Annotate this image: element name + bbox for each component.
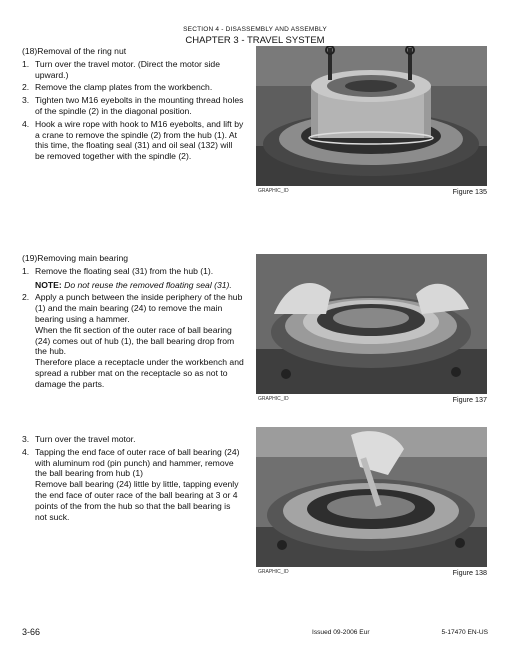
removal-ring-nut-block bbox=[22, 46, 244, 162]
procedure-step bbox=[22, 59, 244, 81]
graphic-id: GRAPHIC_ID bbox=[258, 396, 289, 402]
procedure-step bbox=[22, 447, 244, 479]
figure-number: Figure 137 bbox=[452, 395, 487, 404]
step-text: Remove the floating seal (31) from the hub (1). bbox=[35, 265, 214, 276]
spindle-removal-photo bbox=[256, 46, 487, 186]
chapter-header: CHAPTER 3 - TRAVEL SYSTEM bbox=[185, 35, 325, 46]
procedure-step bbox=[22, 292, 244, 324]
figure-caption bbox=[256, 394, 487, 404]
paragraph: Therefore place a receptacle under the workbench and spread a rubber mat on the receptacle so as not to damage the parts. bbox=[35, 357, 244, 389]
step-text: Turn over the travel motor. bbox=[35, 434, 136, 444]
step-number: 4. bbox=[22, 118, 30, 129]
step-text: Tapping the end face of outer race of ball bearing (24) with aluminum rod (pin punch) and hammer, remove the ball bearing from hub (1) bbox=[35, 446, 240, 479]
figure-number: Figure 135 bbox=[452, 187, 487, 196]
note-text: Do not reuse the removed floating seal (31). bbox=[64, 279, 232, 290]
page-footer bbox=[22, 628, 488, 640]
bearing-removal-steps-block bbox=[22, 432, 244, 522]
paragraph: When the fit section of the outer race of ball bearing (24) comes out of hub (1), the ball bearing drop from the hub. bbox=[35, 324, 235, 357]
step-number: 4. bbox=[22, 446, 30, 457]
figure-caption bbox=[256, 567, 487, 577]
document-number: 5-17470 EN-US bbox=[441, 629, 488, 636]
step-text: Tighten two M16 eyebolts in the mounting thread holes of the spindle (2) in the diagonal position. bbox=[35, 95, 244, 116]
figure-135 bbox=[256, 46, 487, 196]
graphic-id: GRAPHIC_ID bbox=[258, 569, 289, 575]
procedure-step bbox=[22, 434, 244, 445]
section-header: SECTION 4 - DISASSEMBLY AND ASSEMBLY bbox=[183, 26, 327, 33]
step-text: Hook a wire rope with hook to M16 eyebolts, and lift by a crane to remove the spindle (2) from the hub (1). At this time, the floating seal (31) and oil seal (132) will be removed together with the spindle (2). bbox=[35, 118, 244, 162]
section-heading: (18)Removal of the ring nut bbox=[22, 46, 127, 56]
step-number: 1. bbox=[22, 265, 30, 276]
bearing-tapping-photo bbox=[256, 427, 487, 567]
figure-137 bbox=[256, 254, 487, 404]
issue-date: Issued 09-2006 Eur bbox=[312, 629, 370, 636]
procedure-step bbox=[22, 119, 244, 162]
figure-number: Figure 138 bbox=[452, 568, 487, 577]
note-label: NOTE: bbox=[35, 279, 62, 290]
step-text: Turn over the travel motor. (Direct the motor side upward.) bbox=[35, 58, 220, 80]
step-text: Apply a punch between the inside periphery of the hub (1) and the main bearing (24) to remove the main bearing using a hammer. bbox=[35, 292, 243, 324]
step-number: 3. bbox=[22, 95, 30, 106]
step-number: 3. bbox=[22, 434, 30, 444]
procedure-step bbox=[22, 266, 244, 277]
figure-caption bbox=[256, 186, 487, 196]
figure-138 bbox=[256, 427, 487, 577]
procedure-step bbox=[22, 95, 244, 117]
graphic-id: GRAPHIC_ID bbox=[258, 188, 289, 194]
paragraph: Remove ball bearing (24) little by little, tapping evenly the end face of outer race of the ball bearing at 3 or 4 points of the from the hub so that the ball bearing is not suck. bbox=[35, 479, 239, 522]
section-heading: (19)Removing main bearing bbox=[22, 253, 129, 263]
step-number: 2. bbox=[22, 82, 30, 93]
step-number: 2. bbox=[22, 292, 30, 303]
main-bearing-removal-photo bbox=[256, 254, 487, 394]
step-text: Remove the clamp plates from the workbench. bbox=[35, 82, 213, 93]
page-number: 3-66 bbox=[22, 627, 41, 637]
removing-main-bearing-block bbox=[22, 253, 244, 390]
note bbox=[22, 280, 244, 291]
step-number: 1. bbox=[22, 58, 30, 69]
procedure-step bbox=[22, 82, 244, 93]
